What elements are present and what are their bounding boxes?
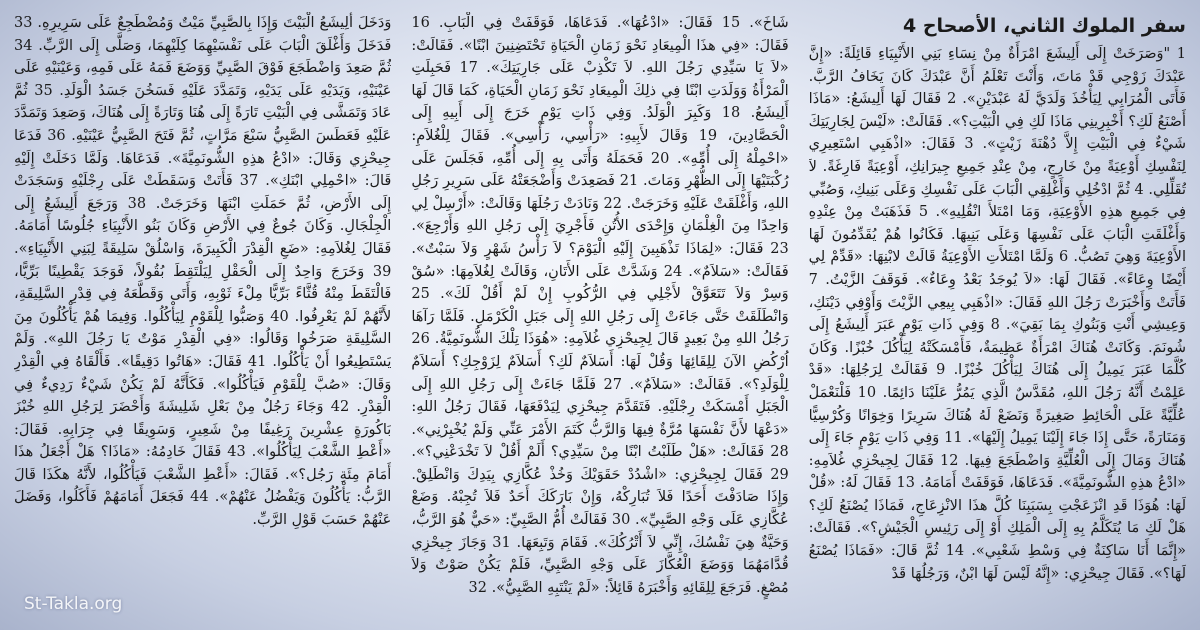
chapter-text-part-1: 1 "وَصَرَخَتْ إِلَى أَلِيشَعَ امْرَأَةٌ مِنْ نِسَاءِ بَنِي الأَنْبِيَاءِ قَائِلَةً: «إِنَّ عَبْدَكَ زَوْجِي قَدْ مَاتَ، وَأَنْتَ تَعْلَمُ أَنَّ عَبْدَكَ كَانَ يَخَافُ الرَّبَّ. فَأَتَى الْمُرَابِي لِيَأْخُذَ وَلَدَيَّ لَهُ عَبْدَيْنِ». 2 فَقَالَ لَهَا أَلِيشَعُ: «مَاذَا أَصْنَعُ لَكِ؟ أَخْبِرِينِي مَاذَا لَكِ فِي الْبَيْتِ؟». فَقَالَتْ: «لَيْسَ لِجَارِيَتِكَ شَيْءٌ فِي الْبَيْتِ إِلاَّ دُهْنَةَ زَيْتٍ». 3 فَقَالَ: «اذْهَبِي اسْتَعِيرِي لِنَفْسِكِ أَوْعِيَةً مِنْ خَارِجٍ، مِنْ عِنْدِ جَمِيعِ جِيرَانِكِ، أَوْعِيَةً فَارِغَةً. لاَ تُقَلِّلِي. 4 ثُمَّ ادْخُلِي وَأَغْلِقِي الْبَابَ عَلَى نَفْسِكِ وَعَلَى بَنِيكِ، وَصُبِّي فِي جَمِيعِ هذِهِ الأَوْعِيَةِ، وَمَا امْتَلأَ انْقُلِيهِ». 5 فَذَهَبَتْ مِنْ عِنْدِهِ وَأَغْلَقَتِ الْبَابَ عَلَى نَفْسِهَا وَعَلَى بَنِيهَا. فَكَانُوا هُمْ يُقَدِّمُونَ لَهَا الأَوْعِيَةَ وَهِيَ تَصُبُّ. 6 وَلَمَّا امْتَلأَتِ الأَوْعِيَةُ قَالَتْ لابْنِهَا: «قَدِّمْ لِي أَيْضًا وِعَاءً». فَقَالَ لَهَا: «لاَ يُوجَدُ بَعْدُ وِعَاءٌ». فَوَقَفَ الزَّيْتُ. 7 فَأَتَتْ وَأَخْبَرَتْ رَجُلَ اللهِ فَقَالَ: «اذْهَبِي بِيعِي الزَّيْتَ وَأَوْفِي دَيْنَكِ، وَعِيشِي أَنْتِ وَبَنُوكِ بِمَا بَقِيَ». 8 وَفِي ذَاتِ يَوْمٍ عَبَرَ أَلِيشَعُ إِلَى شُونَمَ. وَكَانَتْ هُنَاكَ امْرَأَةٌ عَظِيمَةٌ، فَأَمْسَكَتْهُ لِيَأْكُلَ خُبْزًا. وَكَانَ كُلَّمَا عَبَرَ يَمِيلُ إِلَى هُنَاكَ لِيَأْكُلَ خُبْزًا. 9 فَقَالَتْ لِرَجُلِهَا: «قَدْ عَلِمْتُ أَنَّهُ رَجُلَ اللهِ، مُقَدَّسٌ الَّذِي يَمُرُّ عَلَيْنَا دَائِمًا. 10 فَلْنَعْمَلْ عُلِّيَّةً عَلَى الْحَائِطِ صَغِيرَةً وَنَضَعْ لَهُ هُنَاكَ سَرِيرًا وَخِوَانًا وَكُرْسِيًّا وَمَنَارَةً، حَتَّى إِذَا جَاءَ إِلَيْنَا يَمِيلُ إِلَيْهَا». 11 وَفِي ذَاتِ يَوْمٍ جَاءَ إِلَى هُنَاكَ وَمَالَ إِلَى الْعُلِّيَّةِ وَاضْطَجَعَ فِيهَا. 12 فَقَالَ لِجِيحْزِي غُلاَمِهِ: «ادْعُ هذِهِ الشُّونَمِيَّةَ». فَدَعَاهَا، فَوَقَفَتْ أَمَامَهُ. 13 فَقَالَ لَهُ: «قُلْ لَهَا: هُوَذَا قَدِ انْزَعَجْتِ بِسَبَبِنَا كُلَّ هذَا الانْزِعَاجِ، فَمَاذَا يُصْنَعُ لَكِ؟ هَلْ لَكِ مَا يُتَكَلَّمُ بِهِ إِلَى الْمَلِكِ أَوْ إِلَى رَئِيسِ الْجَيْشِ؟». فَقَالَتْ: «إِنَّمَا أَنَا سَاكِنَةٌ فِي وَسْطِ شَعْبِي». 14 ثُمَّ قَالَ: «فَمَاذَا يُصْنَعُ لَهَا؟». فَقَالَ جِيحْزِي: «إِنَّهُ لَيْسَ لَهَا ابْنٌ، وَرَجُلُهَا قَدْ [808,46,1186,582]
chapter-page [14,12,1186,618]
chapter-title: سفر الملوك الثاني، الأصحاح 4 [903,15,1186,37]
text-column-right [809,12,1186,618]
chapter-text-part-2: شَاخَ». 15 فَقَالَ: «ادْعُهَا». فَدَعَاهَا، فَوَقَفَتْ فِي الْبَابِ. 16 فَقَالَ: «فِي هذَا الْمِيعَادِ نَحْوَ زَمَانِ الْحَيَاةِ تَحْتَضِنِينَ ابْنًا». فَقَالَتْ: «لاَ يَا سَيِّدِي رَجُلَ اللهِ. لاَ تَكْذِبْ عَلَى جَارِيَتِكَ». 17 فَحَبِلَتِ الْمَرْأَةُ وَوَلَدَتِ ابْنًا فِي ذلِكَ الْمِيعَادِ نَحْوَ زَمَانِ الْحَيَاةِ، كَمَا قَالَ لَهَا أَلِيشَعُ. 18 وَكَبِرَ الْوَلَدُ. وَفِي ذَاتِ يَوْمٍ خَرَجَ إِلَى أَبِيهِ إِلَى الْحَصَّادِينَ، 19 وَقَالَ لأَبِيهِ: «رَأْسِي، رَأْسِي». فَقَالَ لِلْغُلاَمِ: «احْمِلْهُ إِلَى أُمِّهِ». 20 فَحَمَلَهُ وَأَتَى بِهِ إِلَى أُمِّهِ، فَجَلَسَ عَلَى رُكْبَتَيْهَا إِلَى الظُّهْرِ وَمَاتَ. 21 فَصَعِدَتْ وَأَضْجَعَتْهُ عَلَى سَرِيرِ رَجُلِ اللهِ، وَأَغْلَقَتْ عَلَيْهِ وَخَرَجَتْ. 22 وَنَادَتْ رَجُلَهَا وَقَالَتْ: «أَرْسِلْ لِي وَاحِدًا مِنَ الْغِلْمَانِ وَإِحْدَى الأُتُنِ فَأَجْرِيَ إِلَى رَجُلِ اللهِ وَأَرْجِعَ». 23 فَقَالَ: «لِمَاذَا تَذْهَبِينَ إِلَيْهِ الْيَوْمَ؟ لاَ رَأْسُ شَهْرٍ وَلاَ سَبْتٌ». فَقَالَتْ: «سَلاَمٌ». 24 وَشَدَّتْ عَلَى الأَتَانِ، وَقَالَتْ لِغُلاَمِهَا: «سُقْ وَسِرْ وَلاَ تَتَعَوَّقْ لأَجْلِي فِي الرُّكُوبِ إِنْ لَمْ أَقُلْ لَكَ». 25 وَانْطَلَقَتْ حَتَّى جَاءَتْ إِلَى رَجُلِ اللهِ إِلَى جَبَلِ الْكَرْمَلِ. فَلَمَّا رَآهَا رَجُلُ اللهِ مِنْ بَعِيدٍ قَالَ لِجِيحْزِي غُلاَمِهِ: «هُوَذَا تِلْكَ الشُّونَمِيَّةُ. 26 اُرْكُضِ الآنَ لِلِقَائِهَا وَقُلْ لَهَا: أَسَلاَمٌ لَكِ؟ أَسَلاَمٌ لِزَوْجِكِ؟ أَسَلاَمٌ لِلْوَلَدِ؟». فَقَالَتْ: «سَلاَمٌ». 27 فَلَمَّا جَاءَتْ إِلَى رَجُلِ اللهِ إِلَى الْجَبَلِ أَمْسَكَتْ رِجْلَيْهِ. فَتَقَدَّمَ جِيحْزِي لِيَدْفَعَهَا، فَقَالَ رَجُلُ اللهِ: «دَعْهَا لأَنَّ نَفْسَهَا مُرَّةٌ فِيهَا وَالرَّبُّ كَتَمَ الأَمْرَ عَنِّي وَلَمْ يُخْبِرْنِي». 28 فَقَالَتْ: «هَلْ طَلَبْتُ ابْنًا مِنْ سَيِّدِي؟ أَلَمْ أَقُلْ لاَ تَخْدَعْنِي؟». 29 فَقَالَ لِجِيحْزِي: «اشْدُدْ حَقَوَيْكَ وَخُذْ عُكَّازِي بِيَدِكَ وَانْطَلِقْ. وَإِذَا صَادَفْتَ أَحَدًا فَلاَ تُبَارِكْهُ، وَإِنْ بَارَكَكَ أَحَدٌ فَلاَ تُجِبْهُ. وَضَعْ عُكَّازِي عَلَى وَجْهِ الصَّبِيِّ». 30 فَقَالَتْ أُمُّ الصَّبِيِّ: «حَيٌّ هُوَ الرَّبُّ، وَحَيَّةٌ هِيَ نَفْسُكَ، إِنِّي لاَ أَتْرُكُكَ». فَقَامَ وَتَبِعَهَا. 31 وَجَازَ جِيحْزِي قُدَّامَهُمَا وَوَضَعَ الْعُكَّازَ عَلَى وَجْهِ الصَّبِيِّ، فَلَمْ يَكُنْ صَوْتٌ وَلاَ مُصْغٍ. فَرَجَعَ لِلِقَائِهِ وَأَخْبَرَهُ قَائِلاً: «لَمْ يَنْتَبِهِ الصَّبِيُّ». 32 [411,15,789,596]
text-column-middle [411,12,788,618]
site-watermark: St-Takla.org [24,594,123,614]
chapter-text-part-3: وَدَخَلَ أَلِيشَعُ الْبَيْتَ وَإِذَا بِالصَّبِيِّ مَيْتٌ وَمُضْطَجِعٌ عَلَى سَرِيرِهِ. 33 فَدَخَلَ وَأَغْلَقَ الْبَابَ عَلَى نَفْسَيْهِمَا كِلَيْهِمَا، وَصَلَّى إِلَى الرَّبِّ. 34 ثُمَّ صَعِدَ وَاضْطَجَعَ فَوْقَ الصَّبِيِّ وَوَضَعَ فَمَهُ عَلَى فَمِهِ، وَعَيْنَيْهِ عَلَى عَيْنَيْهِ، وَيَدَيْهِ عَلَى يَدَيْهِ، وَتَمَدَّدَ عَلَيْهِ فَسَخُنَ جَسَدُ الْوَلَدِ. 35 ثُمَّ عَادَ وَتَمَشَّى فِي الْبَيْتِ تَارَةً إِلَى هُنَا وَتَارَةً إِلَى هُنَاكَ، وَصَعِدَ وَتَمَدَّدَ عَلَيْهِ فَعَطَسَ الصَّبِيُّ سَبْعَ مَرَّاتٍ، ثُمَّ فَتَحَ الصَّبِيُّ عَيْنَيْهِ. 36 فَدَعَا جِيحْزِي وَقَالَ: «ادْعُ هذِهِ الشُّونَمِيَّةَ». فَدَعَاهَا. وَلَمَّا دَخَلَتْ إِلَيْهِ قَالَ: «احْمِلِي ابْنَكِ». 37 فَأَتَتْ وَسَقَطَتْ عَلَى رِجْلَيْهِ وَسَجَدَتْ إِلَى الأَرْضِ، ثُمَّ حَمَلَتِ ابْنَهَا وَخَرَجَتْ. 38 وَرَجَعَ أَلِيشَعُ إِلَى الْجِلْجَالِ. وَكَانَ جُوعٌ فِي الأَرْضِ وَكَانَ بَنُو الأَنْبِيَاءِ جُلُوسًا أَمَامَهُ. فَقَالَ لِغُلاَمِهِ: «ضَعِ الْقِدْرَ الْكَبِيرَةَ، وَاسْلُقْ سَلِيقَةً لِبَنِي الأَنْبِيَاءِ». 39 وَخَرَجَ وَاحِدٌ إِلَى الْحَقْلِ لِيَلْتَقِطَ بُقُولاً، فَوَجَدَ يَقْطِينًا بَرِّيًّا، فَالْتَقَطَ مِنْهُ قُثَّاءً بَرِّيًّا مِلْءَ ثَوْبِهِ، وَأَتَى وَقَطَّعَهُ فِي قِدْرِ السَّلِيقَةِ، لأَنَّهُمْ لَمْ يَعْرِفُوا. 40 وَصَبُّوا لِلْقَوْمِ لِيَأْكُلُوا. وَفِيمَا هُمْ يَأْكُلُونَ مِنَ السَّلِيقَةِ صَرَخُوا وَقَالُوا: «فِي الْقِدْرِ مَوْتٌ يَا رَجُلَ اللهِ». وَلَمْ يَسْتَطِيعُوا أَنْ يَأْكُلُوا. 41 فَقَالَ: «هَاتُوا دَقِيقًا». فَأَلْقَاهُ فِي الْقِدْرِ وَقَالَ: «صُبَّ لِلْقَوْمِ فَيَأْكُلُوا». فَكَأَنَّهُ لَمْ يَكُنْ شَيْءٌ رَدِيءٌ فِي الْقِدْرِ. 42 وَجَاءَ رَجُلٌ مِنْ بَعْلِ شَلِيشَةَ وَأَحْضَرَ لِرَجُلِ اللهِ خُبْزَ بَاكُورَةٍ عِشْرِينَ رَغِيفًا مِنْ شَعِيرٍ، وَسَوِيقًا فِي جِرَابِهِ. فَقَالَ: «أَعْطِ الشَّعْبَ لِيَأْكُلُوا». 43 فَقَالَ خَادِمُهُ: «مَاذَا؟ هَلْ أَجْعَلُ هذَا أَمَامَ مِئَةِ رَجُل؟». فَقَالَ: «أَعْطِ الشَّعْبَ فَيَأْكُلُوا، لأَنَّهُ هكَذَا قَالَ الرَّبُّ: يَأْكُلُونَ وَيَفْضُلُ عَنْهُمْ». 44 فَجَعَلَ أَمَامَهُمْ فَأَكَلُوا، وَفَضَلَ عَنْهُمْ حَسَبَ قَوْلِ الرَّبِّ. [14,15,392,529]
text-column-left [14,12,391,618]
